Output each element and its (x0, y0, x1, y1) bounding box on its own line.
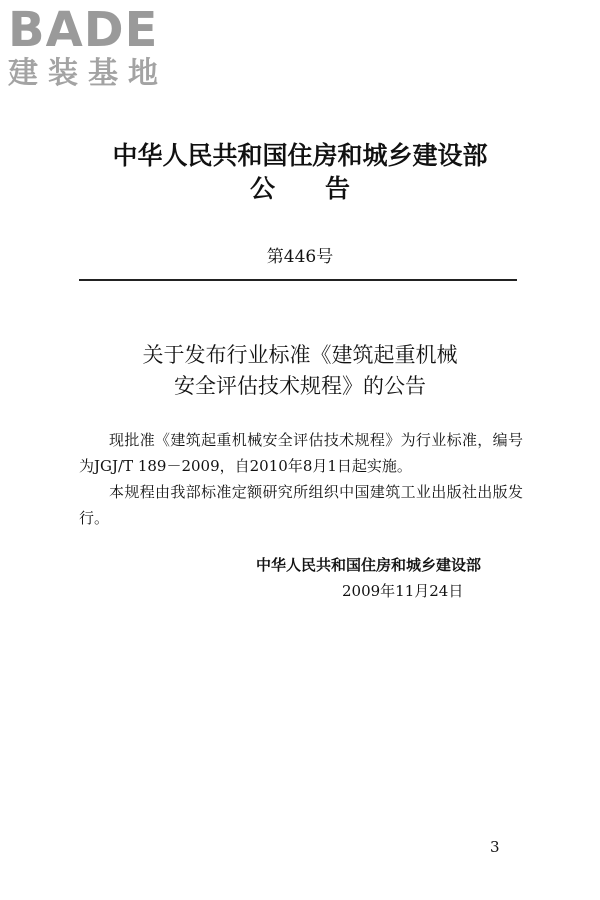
bade-logo (8, 4, 198, 92)
signature-organization: 中华人民共和国住房和城乡建设部 (256, 556, 482, 574)
issuer-title: 中华人民共和国住房和城乡建设部 (112, 141, 488, 170)
document-type: 公告 (249, 174, 400, 203)
notice-body (79, 427, 523, 531)
page-number: 3 (490, 838, 500, 856)
body-paragraph-approval: 现批准《建筑起重机械安全评估技术规程》为行业标准，编号为JGJ/T 189－2009，自2010年8月1日起实施。 (79, 431, 523, 475)
logo-text-en: BADE (8, 2, 159, 58)
logo-text-cn: 建装基地 (8, 56, 168, 91)
signature-date: 2009年11月24日 (342, 582, 464, 600)
notice-title-line-1: 关于发布行业标准《建筑起重机械 (142, 343, 458, 367)
notice-title (0, 340, 600, 402)
notice-title-line-2: 安全评估技术规程》的公告 (174, 374, 426, 398)
body-paragraph-publication: 本规程由我部标准定额研究所组织中国建筑工业出版社出版发行。 (79, 483, 523, 527)
document-number: 第446号 (266, 247, 334, 267)
header-divider (79, 279, 517, 281)
